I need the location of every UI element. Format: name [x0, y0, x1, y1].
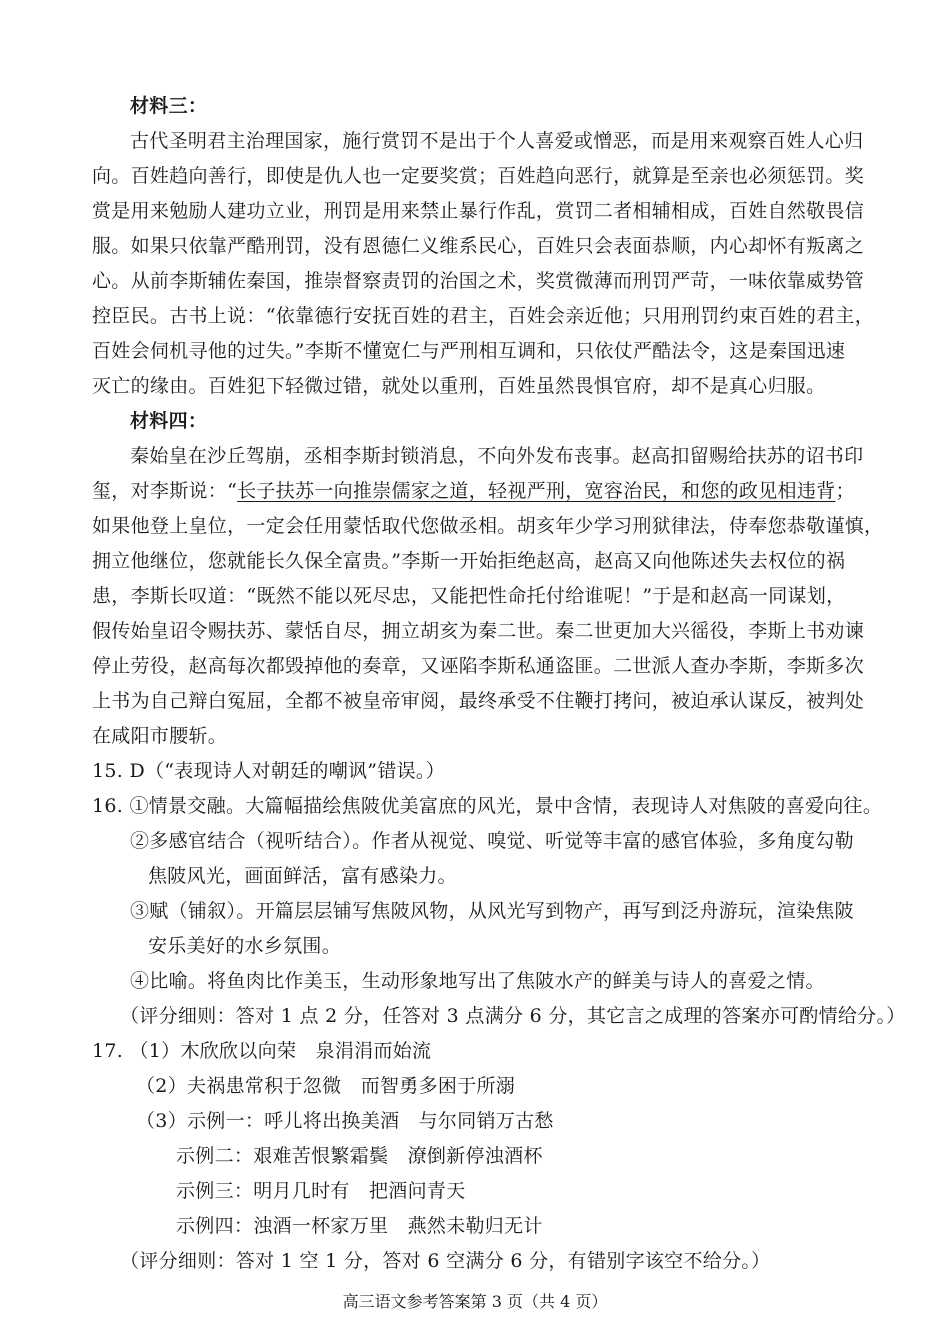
- material4-line: 上书为自己辩白冤屈，全都不被皇帝审阅，最终承受不住鞭打拷问，被迫承认谋反，被判处: [92, 690, 865, 712]
- material3-line: 百姓会伺机寻他的过失。”李斯不懂宽仁与严刑相互调和，只依仗严酷法令，这是秦国迅速: [92, 340, 846, 362]
- question-16-answer: 16. ①情景交融。大篇幅描绘焦陂优美富庶的风光，景中含情，表现诗人对焦陂的喜爱向往。: [92, 795, 883, 817]
- question-16-line: ③赋（铺叙）。开篇层层铺写焦陂风物，从风光写到物产，再写到泛舟游玩，渲染焦陂: [130, 900, 854, 922]
- question-17-scoring-note: （评分细则：答对 1 空 1 分，答对 6 空满分 6 分，有错别字该空不给分。）: [120, 1250, 771, 1272]
- question-16-line: 焦陂风光，画面鲜活，富有感染力。: [148, 865, 457, 887]
- material4-line: 停止劳役，赵高每次都毁掉他的奏章，又诬陷李斯私通盗匪。二世派人查办李斯，李斯多次: [92, 655, 865, 677]
- material4-line: 秦始皇在沙丘驾崩，丞相李斯封锁消息，不向外发布丧事。赵高扣留赐给扶苏的诏书印: [130, 445, 864, 467]
- material4-heading: 材料四：: [130, 410, 208, 432]
- question-16-line: ②多感官结合（视听结合）。作者从视觉、嗅觉、听觉等丰富的感官体验，多角度勾勒: [130, 830, 854, 852]
- question-17-line: （2）夫祸患常积于忽微 而智勇多困于所溺: [136, 1075, 516, 1097]
- material4-text: 玺，对李斯说：“: [92, 480, 238, 502]
- material3-line: 灭亡的缘由。百姓犯下轻微过错，就处以重刑，百姓虽然畏惧官府，却不是真心归服。: [92, 375, 826, 397]
- material4-line: 患，李斯长叹道：“既然不能以死尽忠，又能把性命托付给谁呢！”于是和赵高一同谋划，: [92, 585, 846, 607]
- question-17-line: （3）示例一：呼儿将出换美酒 与尔同销万古愁: [136, 1110, 554, 1132]
- underlined-text: 长子扶苏一向推崇儒家之道，轻视严刑，宽容治民，和您的政见相违背: [237, 480, 836, 502]
- material4-line: 在咸阳市腰斩。: [92, 725, 228, 747]
- material4-line-with-underline: [92, 476, 855, 506]
- material3-line: 向。百姓趋向善行，即使是仇人也一定要奖赏；百姓趋向恶行，就算是至亲也必须惩罚。奖: [92, 165, 865, 187]
- material4-line: 假传始皇诏令赐扶苏、蒙恬自尽，拥立胡亥为秦二世。秦二世更加大兴徭役，李斯上书劝谏: [92, 620, 865, 642]
- question-16-scoring-note: （评分细则：答对 1 点 2 分，任答对 3 点满分 6 分，其它言之成理的答案亦可酌情给分。）: [120, 1005, 906, 1027]
- material3-line: 赏是用来勉励人建功立业，刑罚是用来禁止暴行作乱，赏罚二者相辅相成，百姓自然敬畏信: [92, 200, 865, 222]
- question-17-line: 示例二：艰难苦恨繁霜鬓 潦倒新停浊酒杯: [176, 1145, 543, 1167]
- material3-line: 古代圣明君主治理国家，施行赏罚不是出于个人喜爱或憎恶，而是用来观察百姓人心归: [130, 130, 864, 152]
- question-17-answer: 17. （1）木欣欣以向荣 泉涓涓而始流: [92, 1040, 432, 1062]
- question-17-line: 示例三：明月几时有 把酒问青天: [176, 1180, 466, 1202]
- question-16-line: 安乐美好的水乡氛围。: [148, 935, 342, 957]
- material4-line: 拥立他继位，您就能长久保全富贵。”李斯一开始拒绝赵高，赵高又向他陈述失去权位的祸: [92, 550, 846, 572]
- question-15-answer: 15. D（“表现诗人对朝廷的嘲讽”错误。）: [92, 760, 446, 782]
- question-16-line: ④比喻。将鱼肉比作美玉，生动形象地写出了焦陂水产的鲜美与诗人的喜爱之情。: [130, 970, 825, 992]
- material4-text: ；: [835, 480, 855, 502]
- material3-heading: 材料三：: [130, 95, 208, 117]
- material4-line: 如果他登上皇位，一定会任用蒙恬取代您做丞相。胡亥年少学习刑狱律法，侍奉您恭敬谨慎，: [92, 515, 884, 537]
- material3-line: 心。从前李斯辅佐秦国，推崇督察责罚的治国之术，奖赏微薄而刑罚严苛，一味依靠威势管: [92, 270, 865, 292]
- material3-line: 服。如果只依靠严酷刑罚，没有恩德仁义维系民心，百姓只会表面恭顺，内心却怀有叛离之: [92, 235, 865, 257]
- material3-line: 控臣民。古书上说：“依靠德行安抚百姓的君主，百姓会亲近他；只用刑罚约束百姓的君主，: [92, 305, 875, 327]
- question-17-line: 示例四：浊酒一杯家万里 燕然未勒归无计: [176, 1215, 543, 1237]
- page-footer: 高三语文参考答案第 3 页（共 4 页）: [342, 1292, 608, 1311]
